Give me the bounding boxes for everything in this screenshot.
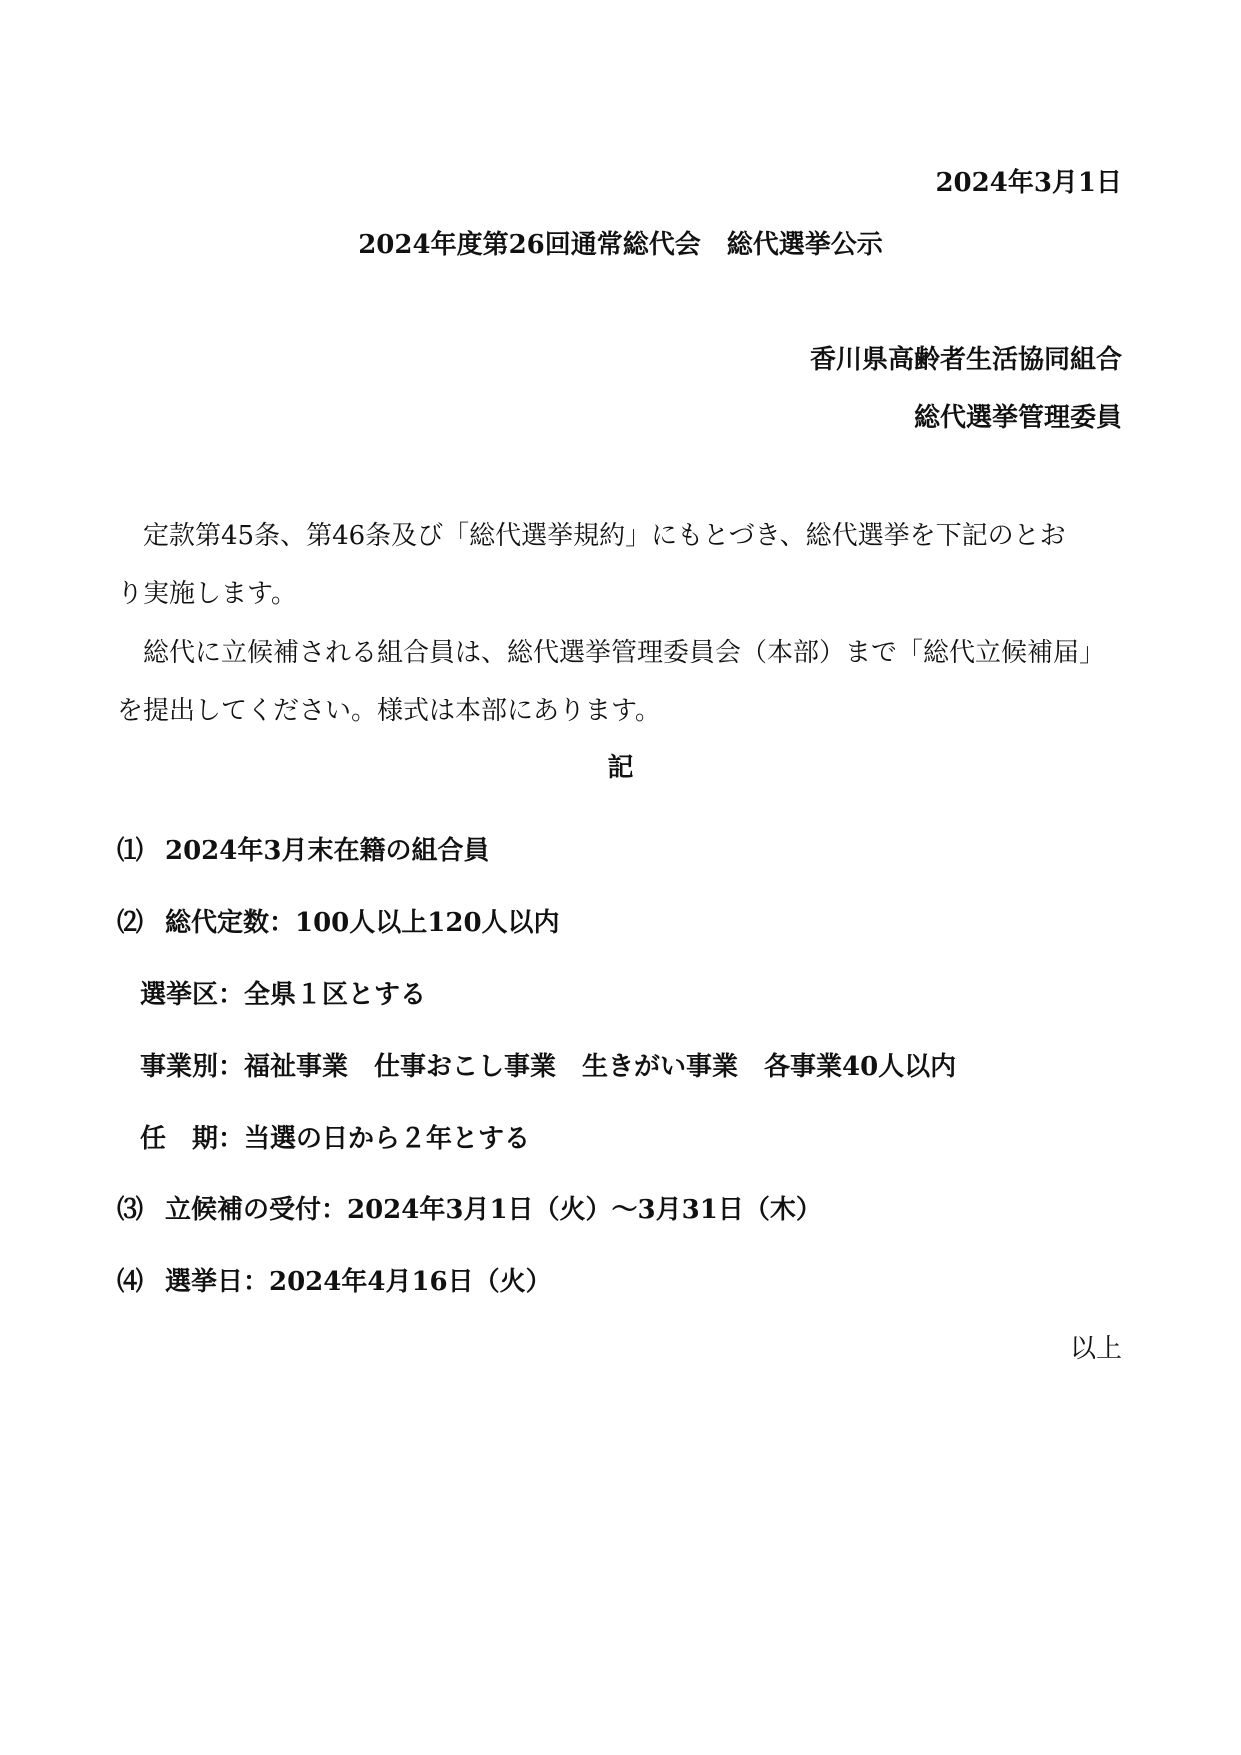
sub-item-business: 事業別：福祉事業 仕事おこし事業 生きがい事業 各事業40人以内 xyxy=(140,1052,957,1082)
list-item-1-text: 2024年3月末在籍の組合員 xyxy=(165,836,490,866)
list-item-2-text: 総代定数：100人以上120人以内 xyxy=(165,908,560,938)
list-item-2 xyxy=(117,906,560,940)
list-item-1-number: ⑴ xyxy=(117,836,144,866)
list-item-2-number: ⑵ xyxy=(117,908,144,938)
closing-mark: 以上 xyxy=(1069,1334,1122,1364)
list-item-3 xyxy=(117,1193,822,1227)
paragraph-1-line-1: 定款第45条、第46条及び「総代選挙規約」にもとづき、総代選挙を下記のとお xyxy=(117,521,1066,551)
list-item-4 xyxy=(117,1265,552,1299)
ki-heading: 記 xyxy=(607,753,634,783)
list-item-3-text: 立候補の受付：2024年3月1日（火）～3月31日（木） xyxy=(165,1195,822,1225)
list-item-4-text: 選挙日：2024年4月16日（火） xyxy=(165,1267,552,1297)
list-item-4-number: ⑷ xyxy=(117,1267,144,1297)
committee-name: 総代選挙管理委員 xyxy=(913,403,1122,433)
sub-item-term: 任 期：当選の日から２年とする xyxy=(140,1124,531,1154)
organization-name: 香川県高齢者生活協同組合 xyxy=(809,345,1122,375)
paragraph-1-line-2: り実施します。 xyxy=(117,579,297,609)
paragraph-2-line-2: を提出してください。様式は本部にあります。 xyxy=(117,696,661,726)
list-item-1 xyxy=(117,834,489,868)
sub-item-district: 選挙区：全県１区とする xyxy=(140,980,427,1010)
list-item-3-number: ⑶ xyxy=(117,1195,144,1225)
document-date: 2024年3月1日 xyxy=(935,168,1122,198)
paragraph-2-line-1: 総代に立候補される組合員は、総代選挙管理委員会（本部）まで「総代立候補届」 xyxy=(117,638,1106,668)
document-title: 2024年度第26回通常総代会 総代選挙公示 xyxy=(358,230,883,260)
